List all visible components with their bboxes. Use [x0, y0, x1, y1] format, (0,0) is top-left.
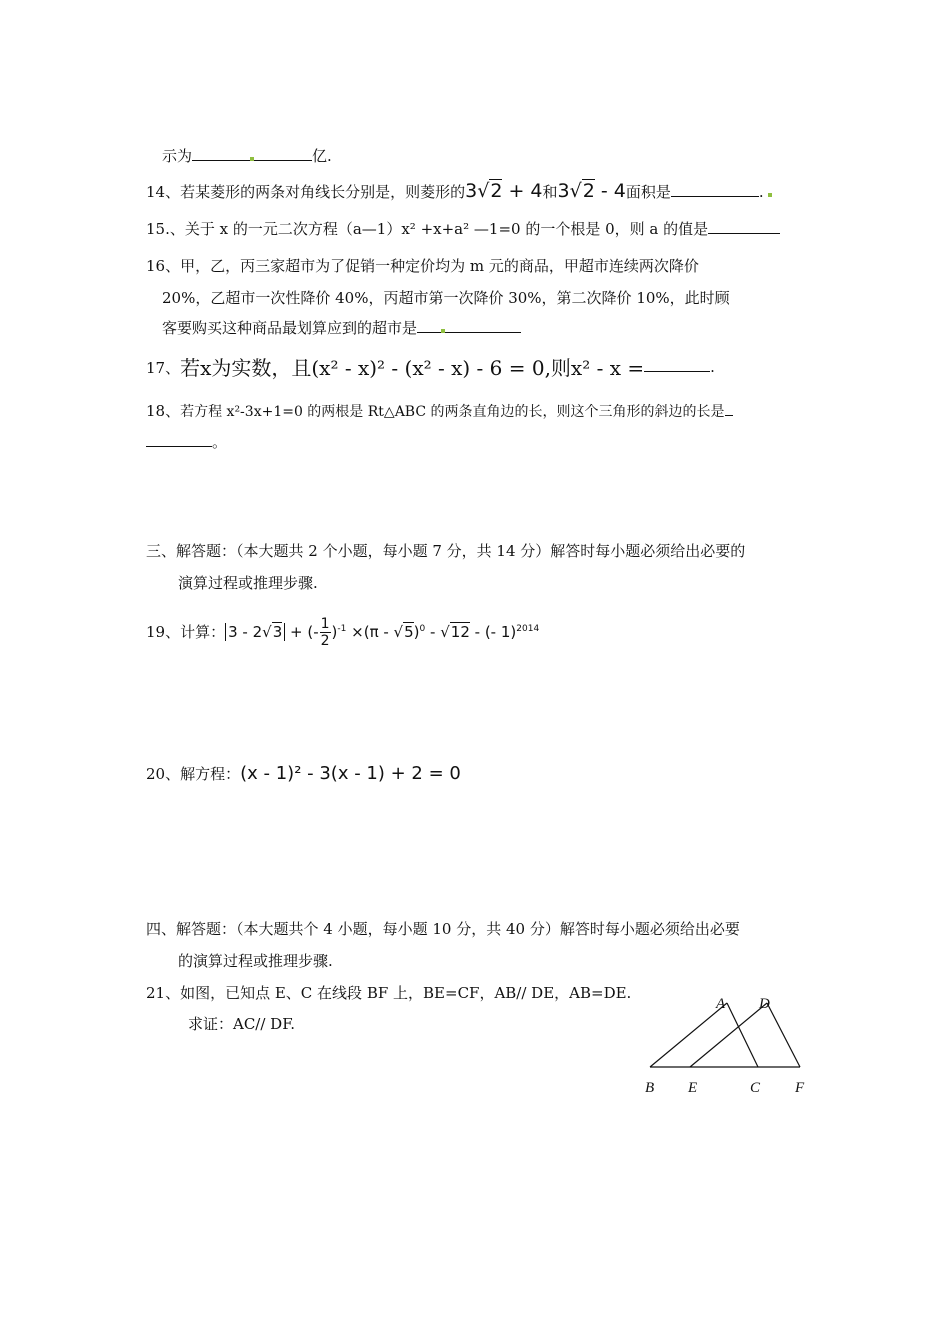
- q20-label: 解方程：: [180, 765, 241, 783]
- q21-line2: 求证：AC// DF.: [188, 1015, 296, 1033]
- question-15: [146, 219, 780, 239]
- question-18-line1: [146, 401, 733, 422]
- label-f: F: [795, 1080, 805, 1096]
- q18-answer-blank-b[interactable]: [146, 432, 212, 447]
- label-b: B: [645, 1080, 655, 1096]
- q14-answer-blank[interactable]: [671, 182, 759, 197]
- label-e: E: [688, 1080, 698, 1096]
- q14-text-c: 面积是: [625, 183, 671, 201]
- question-20: [146, 764, 461, 784]
- question-18-line2: [146, 432, 227, 452]
- section-3-line2: 演算过程或推理步骤.: [178, 574, 318, 592]
- q16-number: 16、: [146, 257, 181, 275]
- q14-and: 和: [542, 183, 558, 201]
- triangle-figure: [640, 990, 820, 1100]
- q14-text-a: 若某菱形的两条对角线长分别是: [180, 183, 391, 201]
- q14-expr1: 3√2 + 4: [465, 180, 543, 202]
- q16-line2: 20%，乙超市一次性降价 40%，丙超市第一次降价 30%，第二次降价 10%，此时顾: [162, 289, 730, 307]
- section-4-line1: 四、解答题：（本大题共个 4 小题，每小题 10 分，共 40 分）解答时每小题必须给出必要: [146, 920, 740, 938]
- q19-number: 19、: [146, 623, 181, 641]
- label-d: D: [759, 996, 770, 1012]
- q14-end: .: [758, 183, 764, 201]
- question-21-line2: [188, 1014, 295, 1034]
- q17-end: .: [710, 358, 715, 376]
- section-4-heading-cont: [178, 951, 333, 971]
- q15-number: 15.、: [146, 220, 185, 238]
- q16-answer-blank[interactable]: [417, 318, 521, 333]
- q17-answer-blank[interactable]: [644, 357, 710, 372]
- q18-answer-blank-a[interactable]: [725, 401, 733, 416]
- section-3-line1: 三、解答题：（本大题共 2 个小题，每小题 7 分，共 14 分）解答时每小题必须给出必要的: [146, 542, 746, 560]
- q18-number: 18、: [146, 402, 181, 420]
- section-4-heading: [146, 919, 740, 939]
- q19-expression: 3 - 2√3 + (- $\frac{1}{2}$ )$^{-1}$ ×(π - √5)$^0$ - √12 - (- 1)$^{2014}$: [225, 623, 539, 641]
- question-16-line1: [146, 256, 699, 276]
- label-a: A: [716, 996, 726, 1012]
- question-17: [146, 357, 715, 378]
- q13-prefix: 示为: [162, 147, 193, 165]
- q16-line1: 甲，乙，丙三家超市为了促销一种定价均为 m 元的商品，甲超市连续两次降价: [180, 257, 699, 275]
- q15-answer-blank[interactable]: [708, 219, 780, 234]
- section-3-heading: [146, 541, 745, 561]
- q14-number: 14、: [146, 183, 181, 201]
- q17-text: 若x为实数，且(x² - x)² - (x² - x) - 6 = 0,则x² - x =: [180, 356, 645, 380]
- segment-ac: [727, 1003, 758, 1067]
- segment-de: [690, 1003, 767, 1067]
- q17-number: 17、: [146, 359, 181, 377]
- q14-text-b: ，则菱形的: [390, 183, 466, 201]
- q18-line1: 若方程 x²-3x+1=0 的两根是 Rt△ABC 的两条直角边的长，则这个三角形的斜边的长是: [180, 404, 725, 420]
- q13-tail: [162, 146, 332, 166]
- question-14: [146, 181, 772, 202]
- question-16-line3: [162, 318, 521, 338]
- q18-line2-end: 。: [212, 433, 228, 451]
- q13-suffix: 亿.: [312, 147, 332, 165]
- section-3-heading-cont: [178, 573, 318, 593]
- label-c: C: [750, 1080, 761, 1096]
- question-16-line2: [162, 288, 730, 308]
- question-19: [146, 612, 539, 652]
- q13-answer-blank[interactable]: [192, 146, 312, 161]
- q14-expr2: 3√2 - 4: [557, 180, 626, 202]
- q21-line1: 如图，已知点 E、C 在线段 BF 上，BE=CF，AB// DE，AB=DE.: [180, 984, 632, 1002]
- q19-label: 计算：: [180, 623, 226, 641]
- q20-number: 20、: [146, 765, 181, 783]
- section-4-line2: 的演算过程或推理步骤.: [178, 952, 333, 970]
- q20-expression: (x - 1)² - 3(x - 1) + 2 = 0: [240, 763, 461, 784]
- segment-df: [767, 1003, 800, 1067]
- question-21-line1: [146, 983, 631, 1003]
- q21-number: 21、: [146, 984, 181, 1002]
- q15-text: 关于 x 的一元二次方程（a—1）x² +x+a² —1=0 的一个根是 0，则 a 的值是: [184, 220, 709, 238]
- q16-line3: 客要购买这种商品最划算应到的超市是: [162, 319, 418, 337]
